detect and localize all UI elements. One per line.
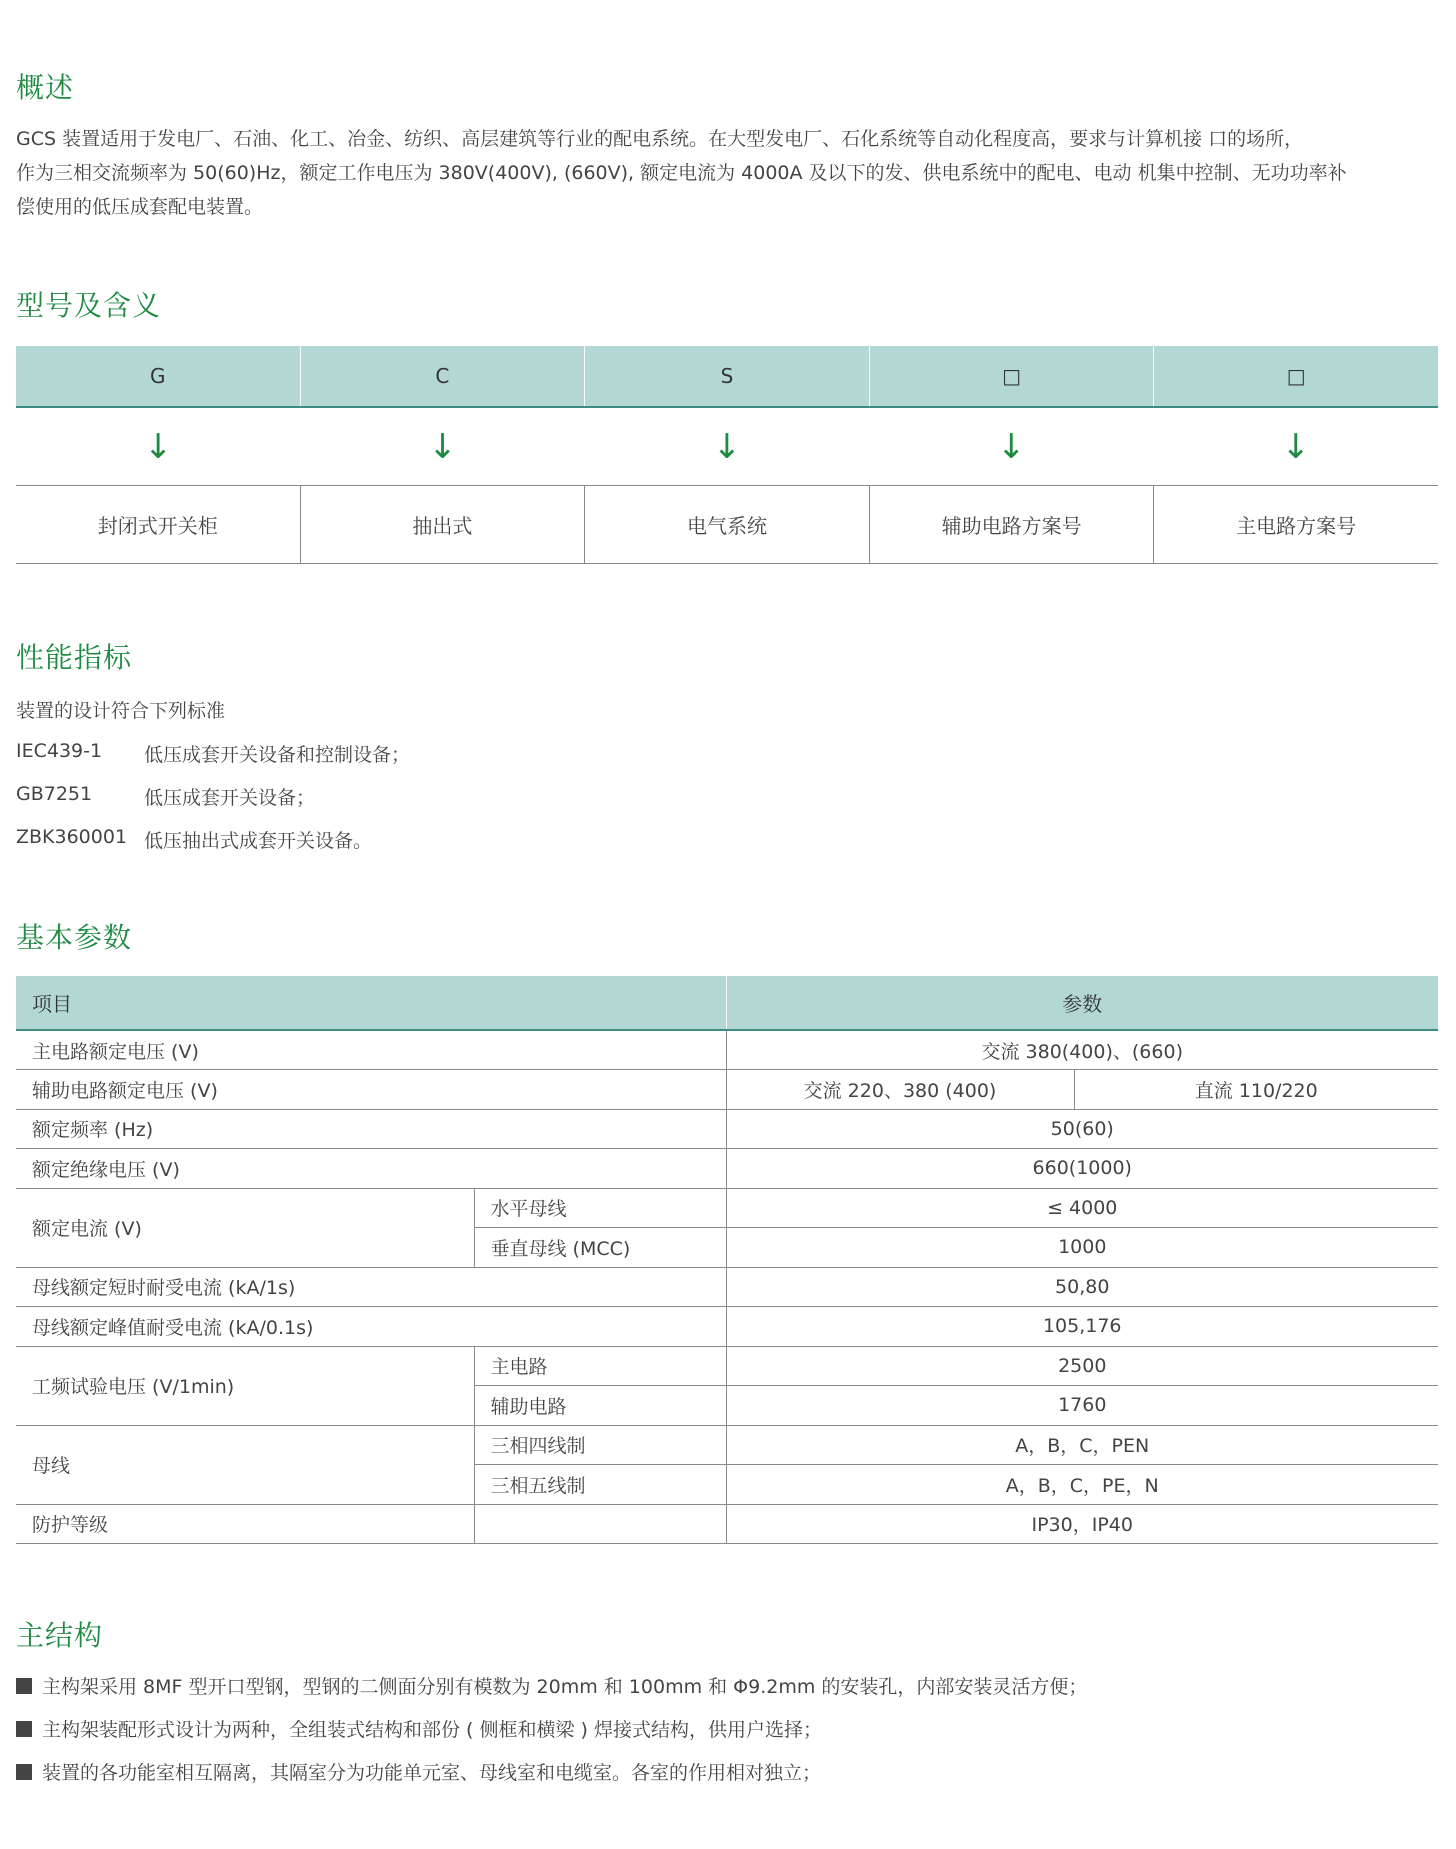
- structure-item-text: 主构架采用 8MF 型开口型钢，型钢的二侧面分别有模数为 20mm 和 100mm 和 Φ9.2mm 的安装孔，内部安装灵活方便；: [42, 1676, 1088, 1698]
- model-letter: □: [870, 346, 1155, 406]
- standard-item: [16, 740, 410, 767]
- arrow-down-icon: ↓: [1281, 426, 1311, 467]
- performance-title: 性能指标: [16, 641, 133, 674]
- table-row: [16, 1504, 1438, 1544]
- model-letters-row: [16, 346, 1438, 408]
- square-bullet-icon: [16, 1721, 32, 1737]
- performance-intro: 装置的设计符合下列标准: [16, 700, 226, 722]
- arrow-down-icon: ↓: [997, 426, 1026, 467]
- table-row: [16, 1307, 1438, 1347]
- table-row: [16, 1070, 1438, 1110]
- param-sublabel: 主电路: [474, 1346, 726, 1386]
- param-value: ≤ 4000: [726, 1188, 1438, 1228]
- param-label: 辅助电路额定电压 (V): [16, 1070, 726, 1110]
- standard-code: ZBK360001: [16, 826, 128, 848]
- overview-title: 概述: [16, 71, 75, 104]
- table-row: [16, 1188, 1438, 1228]
- standard-item: [16, 826, 372, 853]
- param-sublabel: 三相五线制: [474, 1465, 726, 1505]
- square-bullet-icon: [16, 1678, 32, 1694]
- param-label: 额定绝缘电压 (V): [16, 1149, 726, 1189]
- param-value: 105,176: [726, 1307, 1438, 1347]
- model-meanings-row: [16, 486, 1438, 564]
- header-value: 参数: [726, 976, 1438, 1030]
- structure-item: [16, 1715, 822, 1742]
- arrow-down-icon: ↓: [712, 426, 742, 467]
- params-title: 基本参数: [16, 921, 133, 954]
- header-item: 项目: [16, 976, 726, 1030]
- model-meaning: 封闭式开关柜: [16, 486, 301, 563]
- overview-line: GCS 装置适用于发电厂、石油、化工、冶金、纺织、高层建筑等行业的配电系统。在大型发电厂、石化系统等自动化程度高，要求与计算机接 口的场所，: [16, 128, 1304, 150]
- param-value: 直流 110/220: [1074, 1070, 1438, 1110]
- param-sublabel: 三相四线制: [474, 1425, 726, 1465]
- table-row: [16, 1425, 1438, 1465]
- table-row: [16, 1109, 1438, 1149]
- param-value: 1000: [726, 1228, 1438, 1268]
- standard-desc: 低压成套开关设备；: [144, 787, 316, 809]
- standard-code: GB7251: [16, 783, 93, 805]
- structure-item: [16, 1672, 1087, 1699]
- param-value: IP30，IP40: [726, 1504, 1438, 1544]
- model-meaning: 主电路方案号: [1236, 514, 1357, 538]
- structure-item: [16, 1758, 821, 1785]
- structure-title: 主结构: [16, 1619, 104, 1652]
- model-letter: C: [301, 346, 586, 406]
- structure-item-text: 主构架装配形式设计为两种，全组装式结构和部份 ( 侧框和横梁 ) 焊接式结构，供用户选择；: [42, 1719, 822, 1741]
- param-label: 母线额定短时耐受电流 (kA/1s): [16, 1267, 726, 1307]
- overview-line: 偿使用的低压成套配电装置。: [16, 196, 264, 218]
- param-label: 母线: [16, 1425, 474, 1504]
- standard-item: [16, 783, 315, 810]
- arrow-down-icon: ↓: [143, 426, 173, 467]
- model-arrows-row: [16, 408, 1438, 486]
- model-letter: □: [1286, 364, 1306, 388]
- param-sublabel-empty: [474, 1504, 726, 1544]
- model-title: 型号及含义: [16, 289, 162, 322]
- model-letter: S: [585, 346, 870, 406]
- param-value: 1760: [726, 1386, 1438, 1426]
- param-value: A，B，C，PEN: [726, 1425, 1438, 1465]
- standard-desc: 低压成套开关设备和控制设备；: [144, 744, 411, 766]
- param-label: 防护等级: [16, 1504, 474, 1544]
- param-value: A，B，C，PE，N: [726, 1465, 1438, 1505]
- param-value: 交流 380(400)、(660): [726, 1030, 1438, 1070]
- param-label: 母线额定峰值耐受电流 (kA/0.1s): [16, 1307, 726, 1347]
- model-meaning: 辅助电路方案号: [870, 486, 1155, 563]
- param-label: 额定电流 (V): [16, 1188, 474, 1267]
- standard-desc: 低压抽出式成套开关设备。: [144, 830, 373, 852]
- params-table: [16, 976, 1438, 1544]
- table-row: [16, 1030, 1438, 1070]
- param-label: 主电路额定电压 (V): [16, 1030, 726, 1070]
- model-table: [16, 346, 1438, 564]
- param-sublabel: 垂直母线 (MCC): [474, 1228, 726, 1268]
- structure-item-text: 装置的各功能室相互隔离，其隔室分为功能单元室、母线室和电缆室。各室的作用相对独立；: [42, 1762, 822, 1784]
- param-value: 660(1000): [726, 1149, 1438, 1189]
- params-header-row: [16, 976, 1438, 1030]
- param-sublabel: 水平母线: [474, 1188, 726, 1228]
- table-row: [16, 1149, 1438, 1189]
- table-row: [16, 1346, 1438, 1386]
- standard-code: IEC439-1: [16, 740, 103, 762]
- param-value: 50(60): [726, 1109, 1438, 1149]
- param-value: 50,80: [726, 1267, 1438, 1307]
- model-meaning: 电气系统: [585, 486, 870, 563]
- table-row: [16, 1267, 1438, 1307]
- param-label: 工频试验电压 (V/1min): [16, 1346, 474, 1425]
- param-value: 2500: [726, 1346, 1438, 1386]
- arrow-down-icon: ↓: [428, 426, 457, 467]
- overview-paragraph: [16, 122, 1440, 224]
- param-value: 交流 220、380 (400): [726, 1070, 1074, 1110]
- param-sublabel: 辅助电路: [474, 1386, 726, 1426]
- overview-line: 作为三相交流频率为 50(60)Hz，额定工作电压为 380V(400V), (660V), 额定电流为 4000A 及以下的发、供电系统中的配电、电动 机集中控制、无功功率补: [16, 162, 1347, 184]
- model-meaning: 抽出式: [301, 486, 586, 563]
- param-label: 额定频率 (Hz): [16, 1109, 726, 1149]
- model-letter: G: [16, 346, 301, 406]
- square-bullet-icon: [16, 1764, 32, 1780]
